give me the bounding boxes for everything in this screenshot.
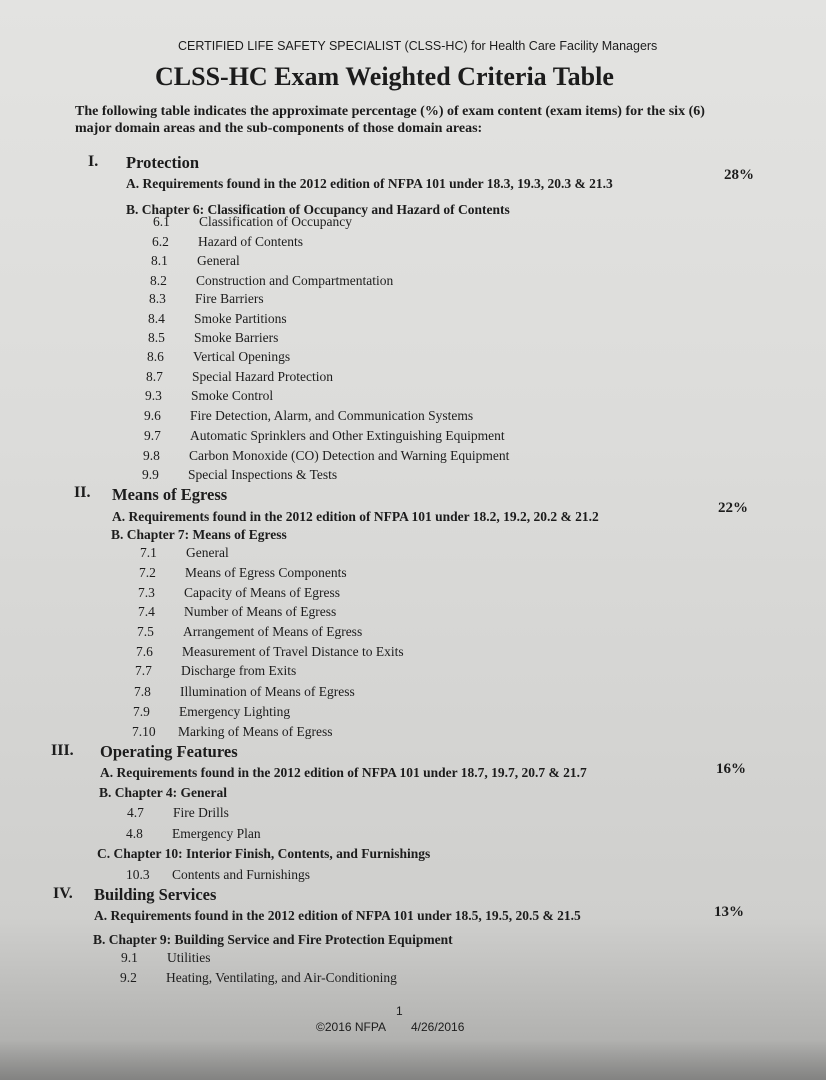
domain-3-number: III. [51,742,74,759]
domain-2-percent: 22% [718,500,748,516]
domain-1-number: I. [88,153,99,170]
list-item: 9.3 Smoke Control [145,388,274,403]
list-item: 9.8 Carbon Monoxide (CO) Detection and Warning Equipment [143,448,510,463]
domain-1-sub-b: B. Chapter 6: Classification of Occupancy and Hazard of Contents [126,202,510,217]
domain-3-sub-b: B. Chapter 4: General [99,785,227,800]
list-item: 7.1 General [140,545,229,560]
list-item: 7.6 Measurement of Travel Distance to Exits [136,644,404,659]
list-item: 8.3 Fire Barriers [149,291,264,306]
list-item: 4.7 Fire Drills [127,805,229,820]
domain-1-percent: 28% [724,167,754,183]
document-date: 4/26/2016 [411,1020,465,1034]
list-item: 7.8 Illumination of Means of Egress [134,684,355,699]
list-item: 8.7 Special Hazard Protection [146,369,333,384]
list-item: 10.3 Contents and Furnishings [126,867,311,882]
document-header: CERTIFIED LIFE SAFETY SPECIALIST (CLSS-HC) for Health Care Facility Managers [178,39,658,53]
list-item: 7.4 Number of Means of Egress [138,604,337,619]
list-item: 7.2 Means of Egress Components [139,565,347,580]
list-item: 7.9 Emergency Lighting [133,704,291,719]
list-item: 7.10 Marking of Means of Egress [132,724,333,739]
list-item: 8.6 Vertical Openings [147,349,291,364]
domain-3-sub-c: C. Chapter 10: Interior Finish, Contents, and Furnishings [97,846,431,861]
domain-4-number: IV. [53,885,73,902]
page-number: 1 [396,1004,403,1018]
list-item: 9.1 Utilities [121,950,211,965]
domain-2-name: Means of Egress [112,485,228,504]
domain-3-sub-a: A. Requirements found in the 2012 edition of NFPA 101 under 18.7, 19.7, 20.7 & 21.7 [100,765,587,780]
list-item: 8.4 Smoke Partitions [148,311,287,326]
page-title: CLSS-HC Exam Weighted Criteria Table [155,62,614,91]
list-item: 8.2 Construction and Compartmentation [150,273,394,288]
list-item: 4.8 Emergency Plan [126,826,261,841]
list-item: 7.7 Discharge from Exits [135,663,297,678]
list-item: 8.1 General [151,253,240,268]
copyright: ©2016 NFPA [316,1020,386,1034]
domain-2-number: II. [74,484,91,501]
list-item: 9.6 Fire Detection, Alarm, and Communication Systems [144,408,474,423]
list-item: 7.3 Capacity of Means of Egress [138,585,340,600]
list-item: 9.7 Automatic Sprinklers and Other Extinguishing Equipment [144,428,505,443]
domain-1-name: Protection [126,153,200,172]
list-item: 9.9 Special Inspections & Tests [142,467,338,482]
list-item: 8.5 Smoke Barriers [148,330,279,345]
domain-1-sub-a: A. Requirements found in the 2012 edition of NFPA 101 under 18.3, 19.3, 20.3 & 21.3 [126,176,613,191]
intro-line-1: The following table indicates the approximate percentage (%) of exam content (exam items) for the six (6) [75,104,705,119]
domain-4-percent: 13% [714,904,744,920]
list-item: 7.5 Arrangement of Means of Egress [137,624,363,639]
intro-line-2: major domain areas and the sub-components of those domain areas: [75,121,483,136]
domain-2-sub-a: A. Requirements found in the 2012 edition of NFPA 101 under 18.2, 19.2, 20.2 & 21.2 [112,509,599,524]
domain-3-percent: 16% [716,761,746,777]
list-item: 9.2 Heating, Ventilating, and Air-Conditioning [120,970,397,985]
list-item: 6.1 Classification of Occupancy [153,214,352,229]
domain-4-name: Building Services [94,885,217,904]
domain-3-name: Operating Features [100,742,238,761]
domain-4-sub-a: A. Requirements found in the 2012 edition of NFPA 101 under 18.5, 19.5, 20.5 & 21.5 [94,908,581,923]
page-shadow [0,1040,826,1080]
domain-2-sub-b: B. Chapter 7: Means of Egress [111,527,287,542]
domain-4-sub-b: B. Chapter 9: Building Service and Fire Protection Equipment [93,932,453,947]
list-item: 6.2 Hazard of Contents [152,234,303,249]
